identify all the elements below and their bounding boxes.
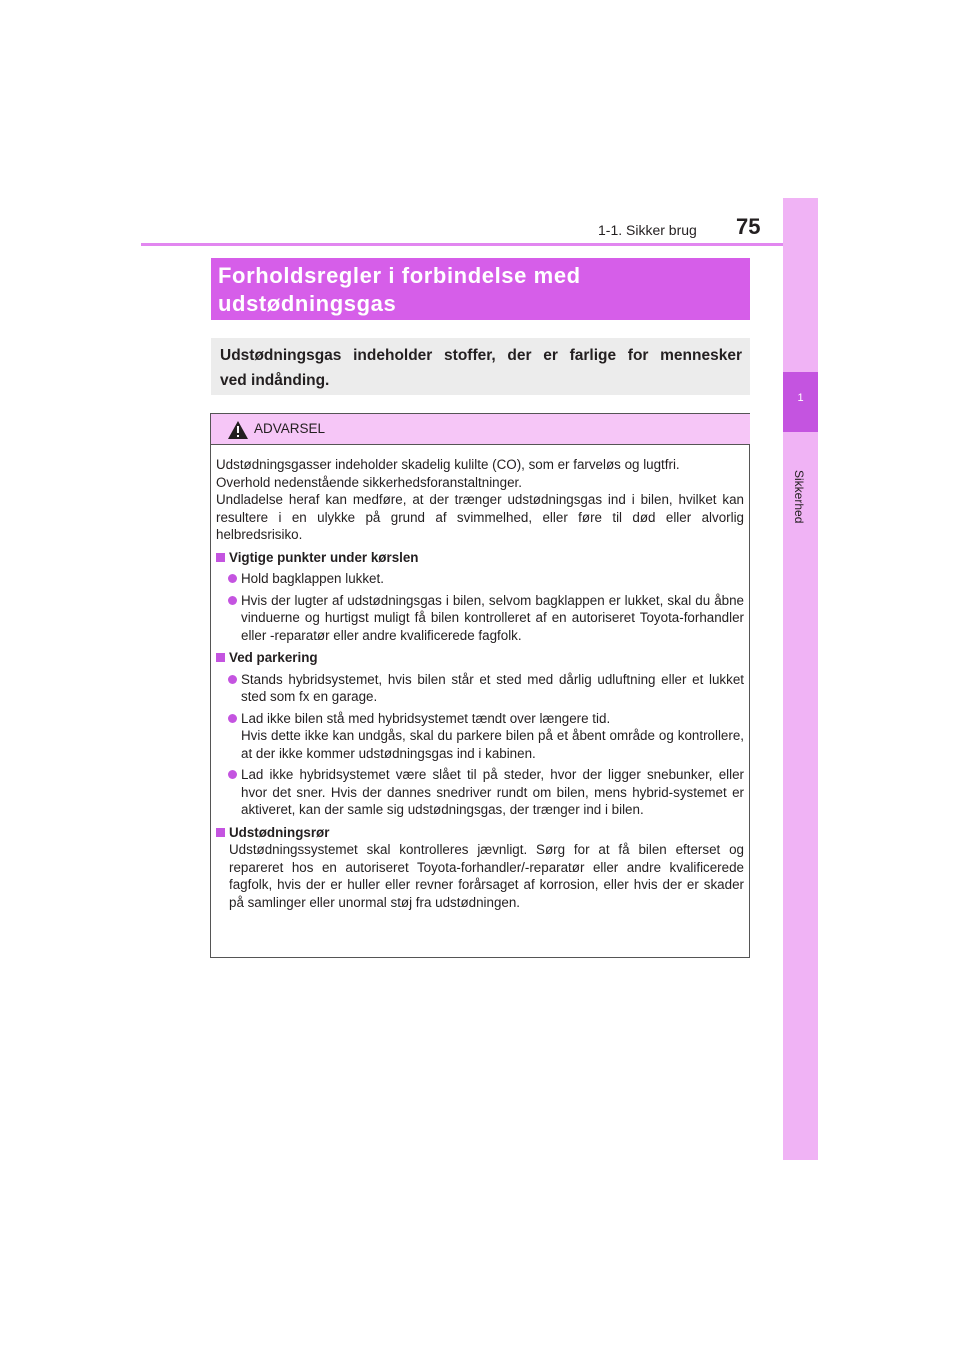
warning-intro-line-2: Overhold nedenstående sikkerhedsforanstaltninger. [216,474,522,490]
exhaust-text: Udstødningssystemet skal kontrolleres jævnligt. Sørg for at få bilen efterset og repareret hos en autoriseret Toyota-forhandler/-reparatør eller andre kvalificerede fagfolk, hvis der er huller eller revner forårsaget af korrosion, eller hvis der er skader på samlinger eller unormal støj fra udstødningen. [229,842,744,910]
round-bullet-icon [228,714,237,723]
round-bullet-icon [228,675,237,684]
square-bullet-icon [216,553,225,562]
section-title-line-1: Forholdsregler i forbindelse med [218,263,581,288]
square-bullet-icon [216,828,225,837]
section-heading-exhaust: Udstødningsrør [216,824,744,842]
chapter-side-tab [783,198,818,1160]
intro-text [220,343,742,393]
intro-line-2: ved indånding. [220,372,330,389]
section-title-line-2: udstødningsgas [218,291,397,316]
round-bullet-icon [228,574,237,583]
section-heading-parking: Ved parkering [216,649,744,667]
section-heading-driving: Vigtige punkter under kørslen [216,549,744,567]
intro-line-1: Udstødningsgas indeholder stoffer, der er farlige for mennesker [220,347,742,364]
round-bullet-icon [228,596,237,605]
warning-body [216,456,744,911]
list-item: Stands hybridsystemet, hvis bilen står et sted med dårlig udluftning eller et lukket sted som fx en garage. [216,671,744,706]
section-reference: 1-1. Sikker brug [598,222,697,238]
header-divider [141,243,818,246]
warning-label: ADVARSEL [254,421,326,436]
warning-intro-line-3: Undladelse heraf kan medføre, at der trænger udstødningsgas ind i bilen, hvilket kan resultere i en ulykke på grund af svimmelhed, eller føre til død eller alvorlig helbredsrisiko. [216,492,744,542]
warning-triangle-icon [227,420,249,440]
round-bullet-icon [228,770,237,779]
chapter-name: Sikkerhed [792,470,806,524]
page-number: 75 [736,214,761,239]
list-item: Hold bagklappen lukket. [216,570,744,588]
list-item: Lad ikke bilen stå med hybridsystemet tændt over længere tid. Hvis dette ikke kan undgås, skal du parkere bilen på et åbent område og kontrollere, at der ikke kommer udstødningsgas ind i kabinen. [216,710,744,763]
list-item: Lad ikke hybridsystemet være slået til på steder, hvor der ligger snebunker, eller hvor det sner. Hvis der dannes snedriver rundt om bilen, mens hybrid-systemet er aktiveret, kan der samle sig udstødningsgas, der trænger ind i bilen. [216,766,744,819]
section-title [218,262,743,318]
warning-intro-line-1: Udstødningsgasser indeholder skadelig kulilte (CO), som er farveløs og lugtfri. [216,457,680,472]
square-bullet-icon [216,653,225,662]
list-item: Hvis der lugter af udstødningsgas i bilen, selvom bagklappen er lukket, skal du åbne vinduerne og hurtigst muligt få bilen kontrolleret af en autoriseret Toyota-forhandler eller -reparatør eller andre kvalificerede fagfolk. [216,592,744,645]
chapter-number: 1 [797,392,804,404]
